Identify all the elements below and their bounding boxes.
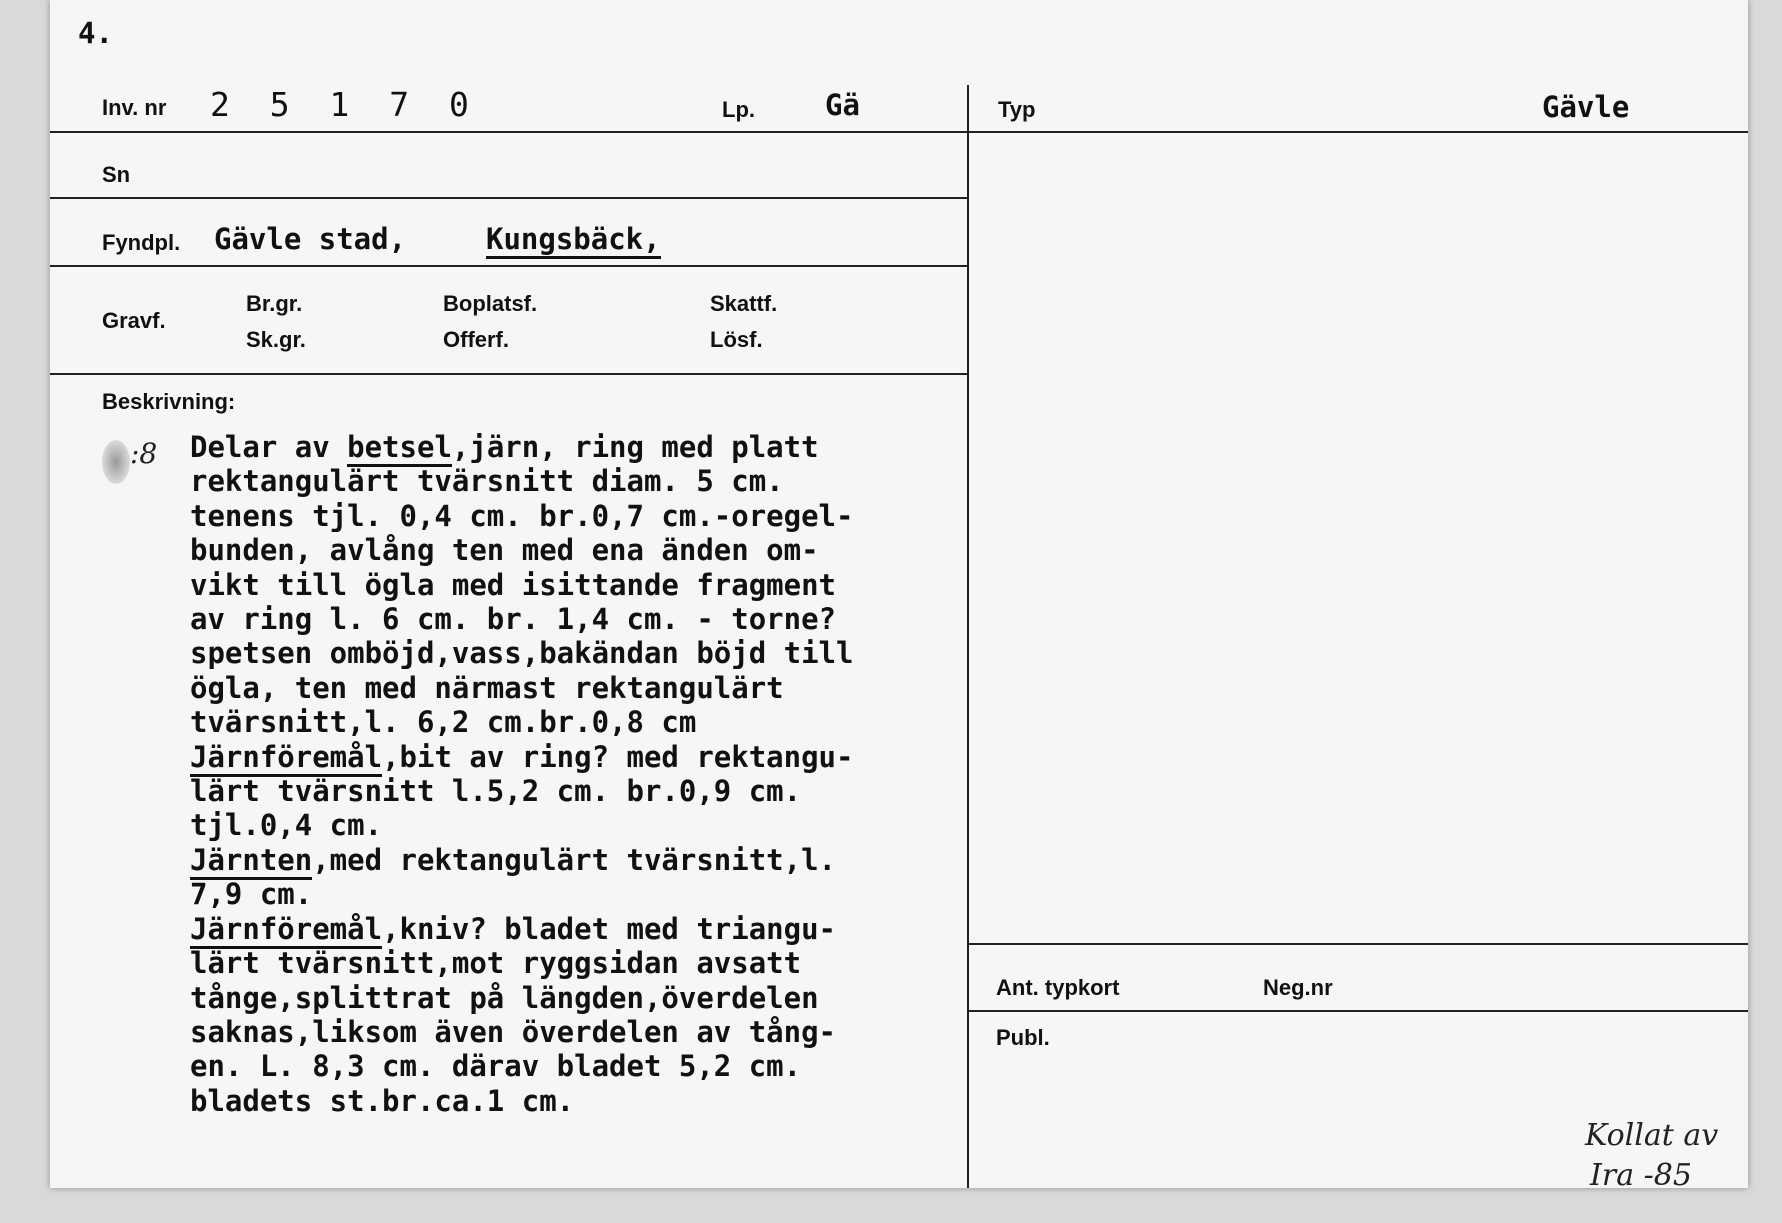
description-text <box>190 430 1050 1118</box>
desc-underlined: Järnföremål <box>190 740 382 777</box>
fyndpl-label: Fyndpl. <box>102 230 181 255</box>
description-line: tjl.0,4 cm. <box>190 808 383 843</box>
skattf-label: Skattf. <box>710 291 778 316</box>
typ-value: Gävle <box>1542 90 1630 124</box>
lp-value: Gä <box>825 88 860 122</box>
desc-text: ,med rektangulärt tvärsnitt,l. <box>312 842 837 877</box>
margin-note: :8 <box>130 437 158 470</box>
description-line: vikt till ögla med isittande fragment <box>190 567 837 602</box>
catalog-card <box>50 0 1748 1193</box>
description-line: tånge,splittrat på längden,överdelen <box>190 980 819 1015</box>
inv-nr-value: 2 5 1 7 0 <box>210 85 479 124</box>
fyndpl-part2 <box>486 222 661 256</box>
right-line-2 <box>968 1010 1748 1012</box>
description-line: spetsen omböjd,vass,bakändan böjd till <box>190 636 854 671</box>
description-line <box>190 843 1050 877</box>
smudge-mark <box>102 440 130 484</box>
handwritten-note-line1: Kollat av <box>1585 1118 1719 1153</box>
description-line <box>190 430 1050 464</box>
card-number: 4. <box>78 16 113 50</box>
description-line: tenens tjl. 0,4 cm. br.0,7 cm.-oregel- <box>190 498 854 533</box>
description-line: bunden, avlång ten med ena änden om- <box>190 533 819 568</box>
neg-nr-label: Neg.nr <box>1263 975 1333 1000</box>
desc-underlined: betsel <box>347 430 452 467</box>
offerf-label: Offerf. <box>443 327 509 352</box>
desc-text: Delar av <box>190 430 348 464</box>
inv-nr-label: Inv. nr <box>102 95 167 120</box>
desc-underlined: Järnten <box>190 843 312 880</box>
desc-underlined: Järnföremål <box>190 912 382 949</box>
description-line <box>190 740 1050 774</box>
description-line: saknas,liksom även överdelen av tång- <box>190 1014 837 1049</box>
boplatsf-label: Boplatsf. <box>443 291 538 316</box>
skgr-label: Sk.gr. <box>246 327 306 352</box>
ant-typkort-label: Ant. typkort <box>996 975 1120 1000</box>
row-line-3 <box>50 265 968 267</box>
desc-text: ,järn, ring med platt <box>451 430 819 464</box>
fyndpl-part1: Gävle stad, <box>214 222 407 256</box>
description-line: bladets st.br.ca.1 cm. <box>190 1083 575 1118</box>
description-line: en. L. 8,3 cm. därav bladet 5,2 cm. <box>190 1049 802 1084</box>
description-line: rektangulärt tvärsnitt diam. 5 cm. <box>190 464 784 499</box>
description-line <box>190 912 1050 946</box>
row-line-1 <box>50 131 968 133</box>
row-line-2 <box>50 197 968 199</box>
description-line: tvärsnitt,l. 6,2 cm.br.0,8 cm <box>190 705 697 740</box>
row-line-4 <box>50 373 968 375</box>
desc-text: ,kniv? bladet med triangu- <box>382 911 837 946</box>
sn-label: Sn <box>102 162 131 187</box>
gravf-label: Gravf. <box>102 308 166 333</box>
brgr-label: Br.gr. <box>246 291 303 316</box>
beskrivning-label: Beskrivning: <box>102 389 236 414</box>
handwritten-note-line2: Ira -85 <box>1590 1158 1692 1193</box>
description-line: ögla, ten med närmast rektangulärt <box>190 670 784 705</box>
losf-label: Lösf. <box>710 327 763 352</box>
right-line-1 <box>968 943 1748 945</box>
desc-text: ,bit av ring? med rektangu- <box>382 739 854 774</box>
typ-label: Typ <box>998 97 1036 122</box>
fyndpl-part2-text: Kungsbäck, <box>486 222 661 259</box>
publ-label: Publ. <box>996 1025 1050 1050</box>
description-line: av ring l. 6 cm. br. 1,4 cm. - torne? <box>190 602 837 637</box>
lp-label: Lp. <box>722 97 755 122</box>
typ-underline <box>968 131 1748 133</box>
description-line: 7,9 cm. <box>190 877 313 912</box>
description-line: lärt tvärsnitt,mot ryggsidan avsatt <box>190 946 802 981</box>
description-line: lärt tvärsnitt l.5,2 cm. br.0,9 cm. <box>190 774 802 809</box>
